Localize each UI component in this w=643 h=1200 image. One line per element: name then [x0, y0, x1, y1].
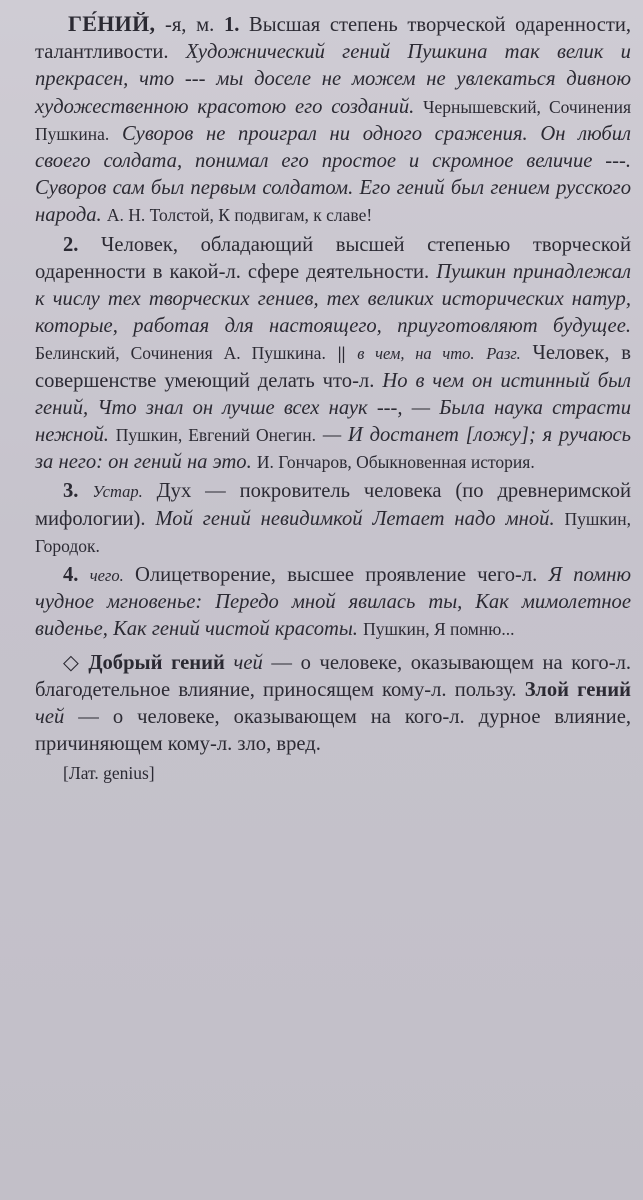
example-source: Белинский, Сочинения А. Пушкина.: [35, 343, 326, 364]
example-quote: Суворов не проиграл ни одного сражения. Он любил своего солдата, понимал его простое и скромное величие ---. Суворов сам был первым солдатом. Его гений был гением русского народа.: [35, 122, 631, 227]
headword: ГЕ́НИЙ,: [68, 11, 156, 36]
definition: Человек, в совершенстве умеющий делать что-л.: [35, 342, 631, 392]
idiom-phrase: Добрый гений: [88, 651, 225, 674]
idiom-phrase: Злой гений: [524, 678, 631, 701]
etymology: [Лат. genius]: [63, 763, 155, 784]
grammar-note: в чем, на что.: [357, 344, 475, 364]
sense-4: [35, 562, 631, 644]
example-source: Пушкин, Городок.: [35, 508, 632, 556]
example-quote: Но в чем он истинный был гений, Что знал он лучше всех наук ---, — Была наука страсти нежной.: [35, 369, 632, 447]
idiom-definition: — о человеке, оказывающем на кого-л. дурное влияние, причиняющем кому-л. зло, вред.: [35, 706, 631, 756]
idiom-object: чей: [35, 706, 65, 729]
sense-3: [35, 478, 631, 560]
example-quote: Пушкин принадлежал к числу тех творческих гениев, тех великих исторических натур, которые, работая для настоящего, приуготовляют будущее.: [35, 260, 631, 338]
sense-number: 3.: [63, 480, 79, 503]
grammar-label: -я, м.: [164, 14, 215, 36]
grammar-note: чего.: [89, 566, 124, 586]
example-source: Пушкин, Евгений Онегин.: [115, 425, 317, 446]
idiom-definition: — о человеке, оказывающем на кого-л. благодетельное влияние, приносящем кому-л. пользу.: [35, 651, 632, 701]
definition: Олицетворение, высшее проявление чего-л.: [134, 564, 538, 587]
usage-label: Разг.: [486, 344, 521, 364]
sense-1: [35, 10, 631, 230]
definition: Дух — покровитель человека (по древнеримской мифологии).: [35, 480, 632, 530]
sense-number: 4.: [63, 564, 79, 587]
sense-number: 2.: [63, 233, 79, 256]
example-source: Пушкин, Я помню...: [363, 619, 515, 640]
example-source: Чернышевский, Сочинения Пушкина.: [35, 96, 632, 144]
sense-number: 1.: [223, 14, 240, 36]
diamond-icon: ◇: [63, 651, 83, 674]
example-source: И. Гончаров, Обыкновенная история.: [256, 452, 535, 473]
idioms-block: [35, 650, 631, 759]
example-quote: Художнический гений Пушкина так велик и прекрасен, что --- мы доселе не можем не увлекаться дивною художественною красотою его созданий.: [35, 41, 631, 118]
definition: Человек, обладающий высшей степенью творческой одаренности в какой-л. сфере деятельности.: [35, 233, 631, 283]
sense-2: [35, 232, 631, 477]
idiom-object: чей: [233, 651, 263, 674]
example-quote: Мой гений невидимкой Летает надо мной.: [155, 507, 555, 530]
example-quote: — И достанет [ложу]; я ручаюсь за него: он гений на это.: [35, 424, 631, 474]
usage-label: Устар.: [92, 482, 143, 502]
example-source: А. Н. Толстой, К подвигам, к славе!: [106, 205, 373, 226]
definition: Высшая степень творческой одаренности, талантливости.: [35, 14, 632, 64]
example-quote: Я помню чудное мгновенье: Передо мной явилась ты, Как мимолетное виденье, Как гений чистой красоты.: [35, 564, 631, 641]
subsense-marker: ||: [337, 343, 346, 364]
